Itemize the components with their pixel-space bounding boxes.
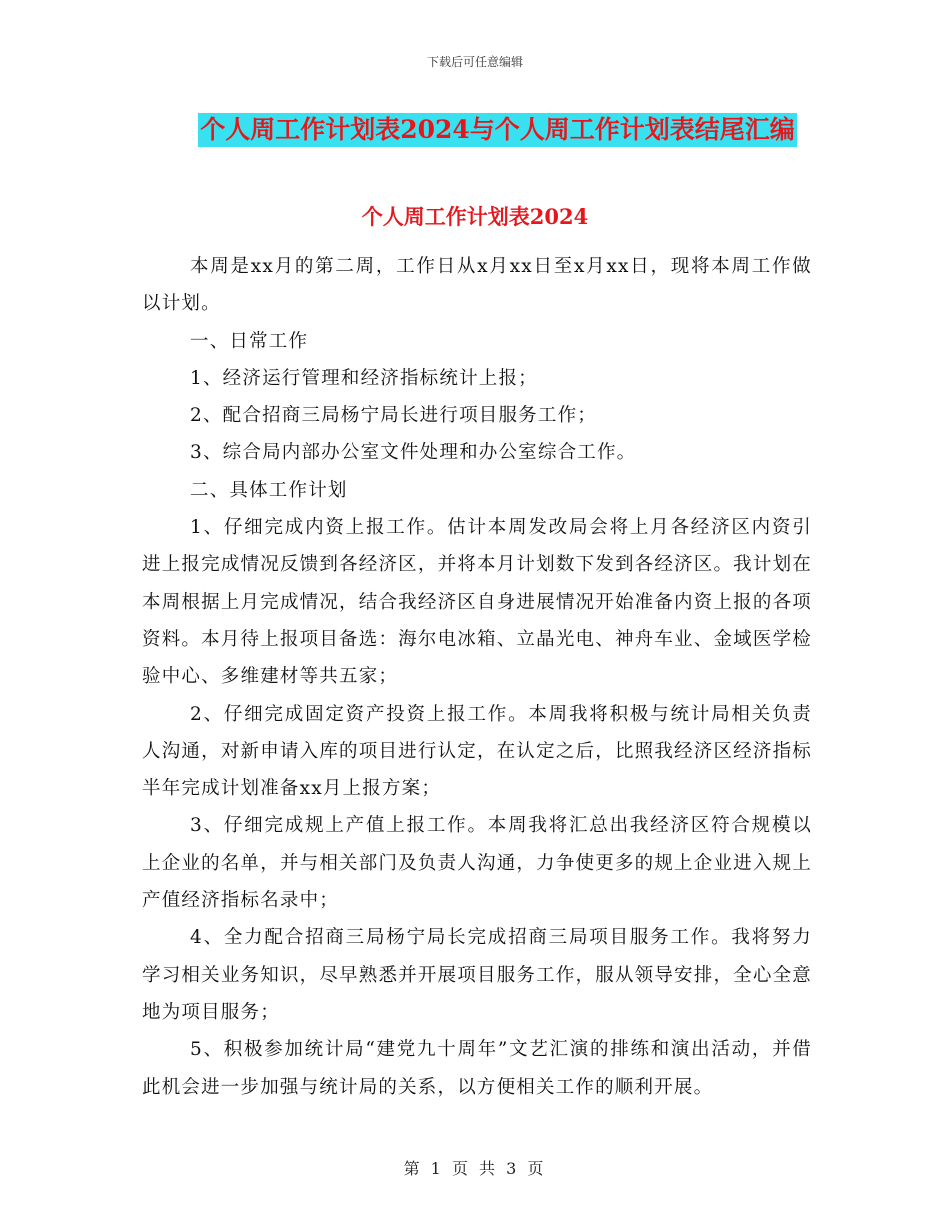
paragraph-intro: 本周是xx月的第二周，工作日从x月xx日至x月xx日，现将本周工作做以计划。 [142,256,812,315]
daily-item-2: 2、配合招商三局杨宁局长进行项目服务工作； [190,405,597,427]
plan-item-5: 5、积极参加统计局“建党九十周年”文艺汇演的排练和演出活动，并借此机会进一步加强与统计局的关系，以方便相关工作的顺利开展。 [142,1039,812,1098]
heading-daily-work: 一、日常工作 [190,330,309,352]
heading-specific-plan: 二、具体工作计划 [190,479,348,501]
plan-item-1: 1、仔细完成内资上报工作。估计本周发改局会将上月各经济区内资引进上报完成情况反馈到各经济区，并将本月计划数下发到各经济区。我计划在本周根据上月完成情况，结合我经济区自身进展情况开始准备内资上报的各项资料。本月待上报项目备选：海尔电冰箱、立晶光电、神舟车业、金域医学检验中心、多维建材等共五家； [142,517,812,688]
section-title: 个人周工作计划表2024 [361,204,589,229]
header-note: 下载后可任意编辑 [426,55,523,69]
daily-item-1: 1、经济运行管理和经济指标统计上报； [190,367,538,389]
document-body [142,248,812,1106]
daily-item-3: 3、综合局内部办公室文件处理和办公室综合工作。 [190,442,637,464]
main-title-container [0,113,950,147]
plan-item-2: 2、仔细完成固定资产投资上报工作。本周我将积极与统计局相关负责人沟通，对新申请入库的项目进行认定，在认定之后，比照我经济区经济指标半年完成计划准备xx月上报方案； [142,703,812,800]
plan-item-3: 3、仔细完成规上产值上报工作。本周我将汇总出我经济区符合规模以上企业的名单，并与相关部门及负责人沟通，力争使更多的规上企业进入规上产值经济指标名录中； [142,815,812,912]
main-title: 个人周工作计划表2024与个人周工作计划表结尾汇编 [198,113,797,147]
page-footer: 第 1 页 共 3 页 [403,1159,547,1178]
plan-item-4: 4、全力配合招商三局杨宁局长完成招商三局项目服务工作。我将努力学习相关业务知识，尽早熟悉并开展项目服务工作，服从领导安排，全心全意地为项目服务； [142,927,812,1023]
